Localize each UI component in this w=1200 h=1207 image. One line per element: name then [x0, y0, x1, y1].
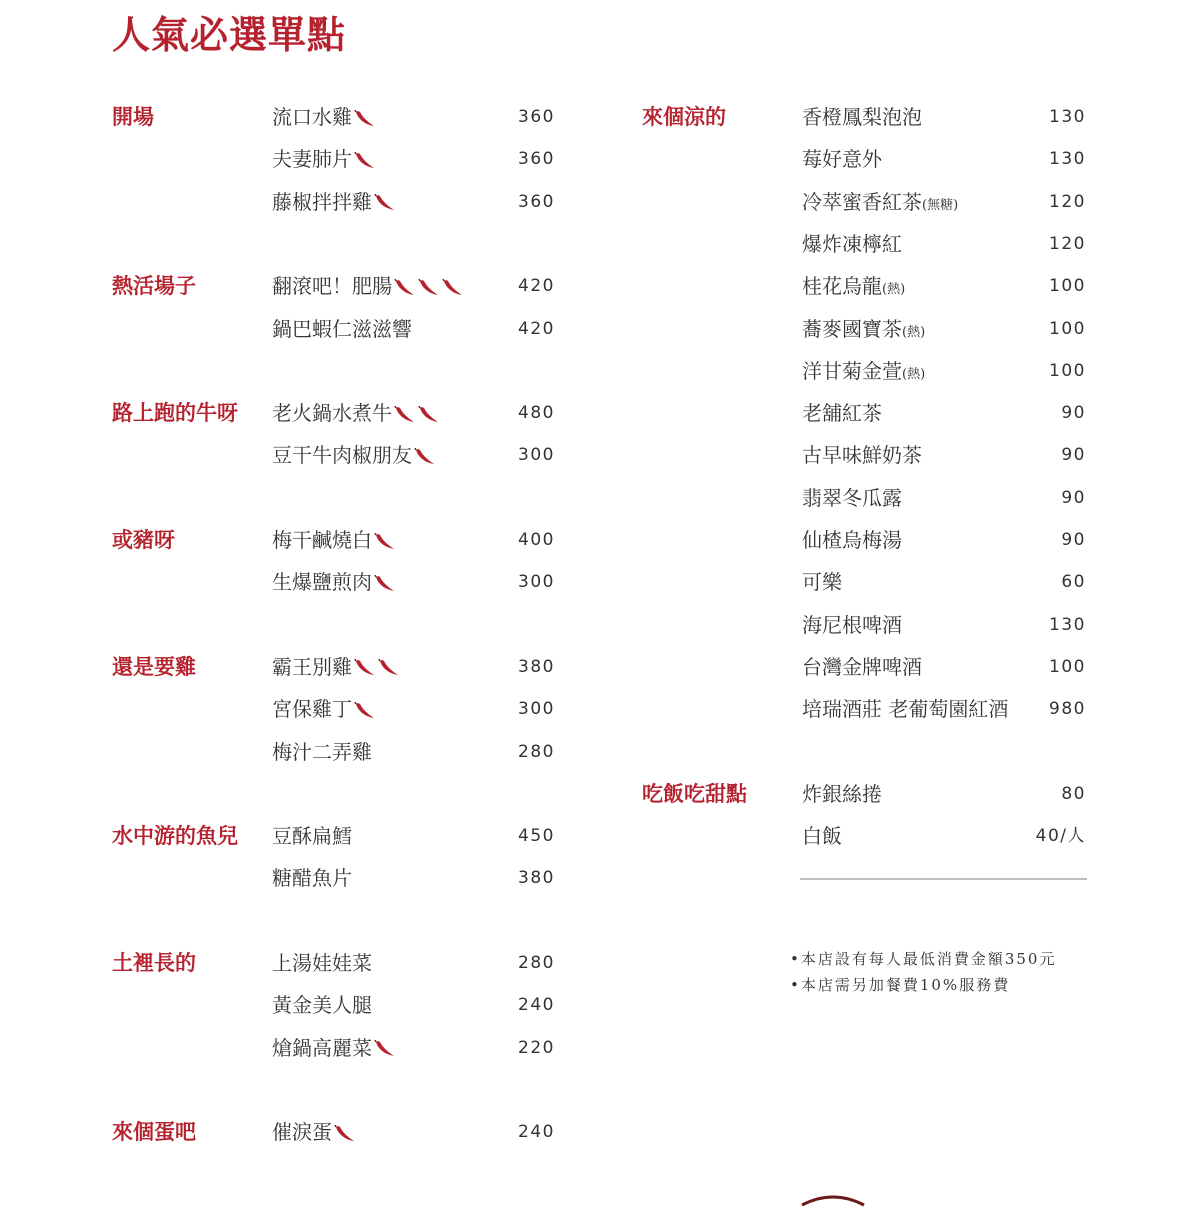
- menu-item-label: 豆干牛肉椒朋友: [272, 443, 412, 468]
- menu-item-label: 豆酥扁鱈: [272, 824, 352, 849]
- menu-item: [0, 731, 1200, 773]
- menu-item-label: 翻滾吧！肥腸: [272, 274, 392, 299]
- menu-item-price: 40/人: [1035, 826, 1086, 847]
- menu-item-price: 360: [518, 107, 555, 127]
- menu-item-name: [272, 1111, 356, 1153]
- menu-item: [0, 308, 1200, 350]
- menu-item-note: (熱): [882, 282, 906, 298]
- menu-item-price: 100: [1049, 656, 1086, 677]
- menu-item-price: 450: [518, 826, 555, 847]
- menu-item-price: 980: [1049, 699, 1086, 720]
- footer-note-service-charge: •本店需另加餐費10%服務費: [790, 976, 1011, 994]
- menu-item-label: 炸銀絲捲: [802, 781, 882, 806]
- menu-item-name: [802, 604, 902, 646]
- menu-item-label: 霸王別雞: [272, 654, 352, 679]
- menu-item-label: 可樂: [802, 570, 842, 595]
- menu-item-note: (熱): [902, 324, 926, 340]
- divider: [800, 878, 1087, 880]
- menu-item-label: 香橙鳳梨泡泡: [802, 105, 922, 129]
- menu-item: [0, 138, 1200, 180]
- menu-item-price: 280: [518, 741, 555, 762]
- menu-item-label: 夫妻肺片: [272, 147, 352, 172]
- menu-item-price: 400: [518, 530, 555, 550]
- menu-item-label: 爆炸凍檸紅: [802, 231, 902, 256]
- menu-item-name: [802, 181, 958, 227]
- menu-item-label: 宮保雞丁: [272, 697, 352, 722]
- menu-item-name: [802, 96, 922, 138]
- menu-item: [0, 604, 1200, 646]
- menu-item-price: 420: [518, 318, 555, 339]
- menu-item-label: 老火鍋水煮牛: [272, 401, 392, 426]
- menu-item-name: [802, 350, 925, 396]
- menu-item-price: 100: [1049, 360, 1086, 381]
- menu-item-label: 台灣金牌啤酒: [802, 654, 922, 679]
- menu-item-label: 催淚蛋: [272, 1120, 332, 1145]
- menu-item: [0, 561, 1200, 603]
- chili-pepper-icon: [374, 1040, 396, 1058]
- decorative-arc: [800, 1193, 866, 1207]
- menu-item-name: [802, 561, 842, 603]
- menu-item-price: 360: [518, 191, 555, 212]
- menu-item-price: 300: [518, 445, 555, 466]
- menu-item-label: 梅汁二弄雞: [272, 739, 372, 764]
- menu-item-name: [272, 942, 372, 984]
- menu-item-label: 熗鍋高麗菜: [272, 1035, 372, 1060]
- menu-item-label: 藤椒拌拌雞: [272, 189, 372, 214]
- menu-item: [0, 392, 1200, 434]
- menu-item-price: 240: [518, 1122, 555, 1143]
- menu-item-price: 360: [518, 149, 555, 170]
- menu-item: [0, 223, 1200, 265]
- menu-item-label: 桂花烏龍: [802, 274, 882, 299]
- menu-item-label: 老舖紅茶: [802, 401, 882, 426]
- menu-item-name: [272, 984, 372, 1026]
- menu-item-price: 90: [1061, 403, 1086, 424]
- menu-category-title: 開場: [112, 104, 154, 129]
- menu-item-label: 鍋巴蝦仁滋滋響: [272, 316, 412, 341]
- menu-item-price: 130: [1049, 614, 1086, 635]
- menu-category-title: 熱活場子: [112, 273, 196, 299]
- menu-item-label: 糖醋魚片: [272, 866, 352, 891]
- menu-item-name: [802, 773, 882, 815]
- menu-item: [0, 434, 1200, 476]
- menu-item-price: 100: [1049, 318, 1086, 339]
- footer-notes: [790, 946, 1056, 998]
- menu-item-price: 300: [518, 699, 555, 720]
- menu-item-label: 海尼根啤酒: [802, 612, 902, 637]
- menu-item-label: 黃金美人腿: [272, 993, 372, 1018]
- menu-item-name: [802, 223, 902, 265]
- menu-item-label: 培瑞酒莊 老葡萄園紅酒: [802, 697, 1009, 722]
- menu-item-name: [802, 646, 922, 688]
- menu-item-label: 蕎麥國寶茶: [802, 316, 902, 341]
- menu-item-price: 420: [518, 276, 555, 297]
- menu-item-name: [272, 731, 372, 773]
- menu-item-label: 翡翠冬瓜露: [802, 485, 902, 510]
- menu-item: [0, 350, 1200, 392]
- menu-item-price: 380: [518, 656, 555, 677]
- footer-note-minimum-spend: •本店設有每人最低消費金額350元: [790, 950, 1057, 968]
- menu-item-label: 生爆鹽煎肉: [272, 570, 372, 595]
- menu-item-label: 古早味鮮奶茶: [802, 443, 922, 468]
- menu-item-name: [802, 434, 922, 476]
- menu-item-price: 380: [518, 868, 555, 889]
- chili-pepper-icon: [334, 1125, 356, 1143]
- menu-item-price: 220: [518, 1037, 555, 1058]
- menu-category-title: 土裡長的: [112, 950, 196, 975]
- menu-item-label: 梅干鹹燒白: [272, 528, 372, 552]
- menu-category-title: 來個涼的: [642, 104, 726, 129]
- menu-item-price: 130: [1049, 149, 1086, 170]
- menu-item: [0, 265, 1200, 307]
- menu-item-price: 100: [1049, 276, 1086, 297]
- menu-item-label: 仙楂烏梅湯: [802, 528, 902, 552]
- menu-item: [0, 519, 1200, 561]
- menu-item: [0, 181, 1200, 223]
- menu-item-price: 280: [518, 953, 555, 973]
- menu-item-price: 90: [1061, 445, 1086, 466]
- menu-item-name: [272, 1027, 396, 1069]
- menu-item-label: 上湯娃娃菜: [272, 951, 372, 975]
- menu-item-price: 120: [1049, 233, 1086, 254]
- menu-item-label: 洋甘菊金萱: [802, 358, 902, 383]
- menu-item-label: 冷萃蜜香紅茶: [802, 189, 922, 214]
- menu-item-note: (無糖): [922, 197, 959, 213]
- menu-category-title: 水中游的魚兒: [112, 823, 238, 849]
- menu-item-name: [802, 815, 842, 857]
- menu-item-label: 流口水雞: [272, 105, 352, 129]
- menu-item-name: [802, 519, 902, 561]
- menu-item: [0, 477, 1200, 519]
- menu-item-price: 90: [1061, 530, 1086, 550]
- menu-item-price: 120: [1049, 191, 1086, 212]
- menu-item: [0, 646, 1200, 688]
- menu-category-title: 或豬呀: [112, 527, 175, 552]
- menu-item-name: [802, 477, 902, 519]
- menu-item: [0, 96, 1200, 138]
- menu-item-name: [802, 138, 882, 180]
- menu-item-name: [802, 265, 905, 311]
- menu-item-note: (熱): [902, 366, 926, 382]
- menu-item-price: 90: [1061, 487, 1086, 508]
- menu-item: [0, 688, 1200, 730]
- menu-item-price: 130: [1049, 107, 1086, 127]
- menu-item: [0, 773, 1200, 815]
- menu-item-name: [272, 857, 352, 899]
- menu-item: [0, 1111, 1200, 1153]
- menu-item-price: 80: [1061, 783, 1086, 804]
- menu-category-title: 吃飯吃甜點: [642, 780, 747, 806]
- menu-item: [0, 1027, 1200, 1069]
- menu-item-label: 莓好意外: [802, 147, 882, 172]
- menu-item-price: 240: [518, 995, 555, 1016]
- menu-item-label: 白飯: [802, 824, 842, 849]
- menu-item-price: 60: [1061, 572, 1086, 593]
- menu-category-title: 還是要雞: [112, 653, 196, 679]
- menu-item-name: [802, 392, 882, 434]
- page-title: 人氣必選單點: [112, 12, 347, 57]
- menu-item-price: 480: [518, 403, 555, 424]
- menu-category-title: 來個蛋吧: [112, 1119, 196, 1145]
- menu-item-price: 300: [518, 572, 555, 593]
- menu-item: [0, 815, 1200, 857]
- menu-category-title: 路上跑的牛呀: [112, 400, 238, 426]
- menu-item-name: [802, 308, 925, 354]
